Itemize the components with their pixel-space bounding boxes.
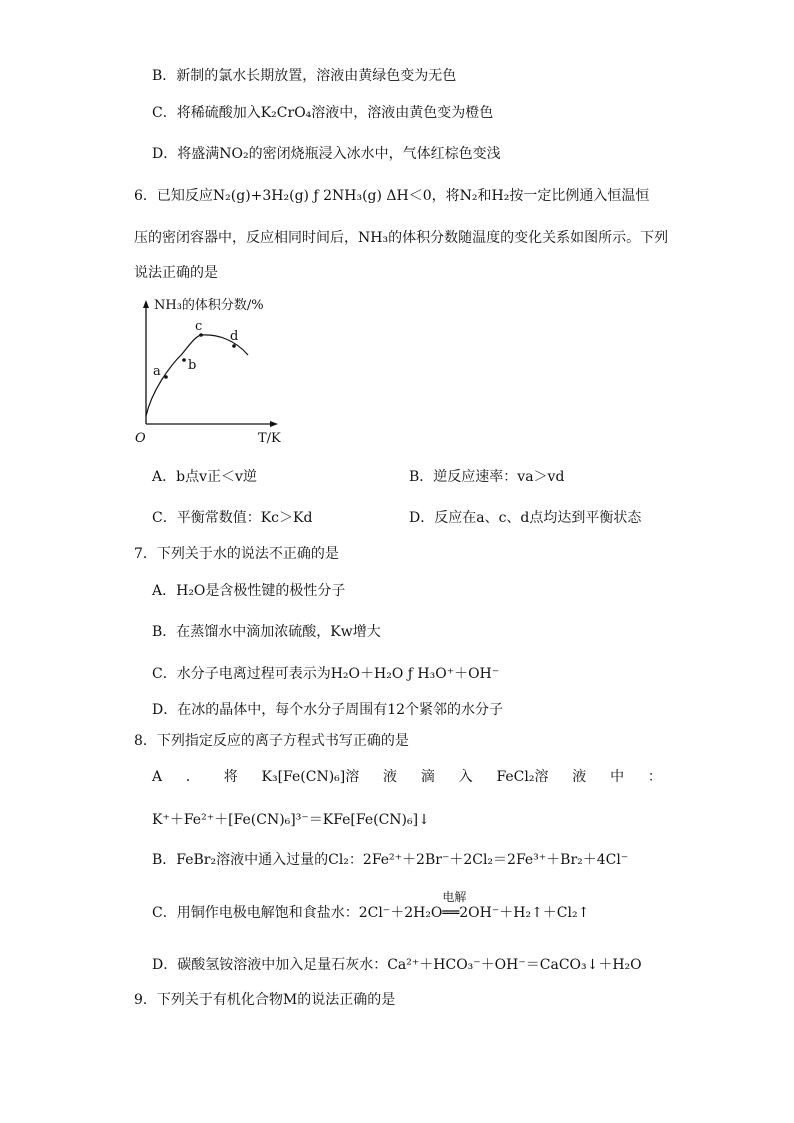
- q8-option-a-equation: K⁺＋Fe²⁺＋[Fe(CN)₆]³⁻＝KFe[Fe(CN)₆]↓: [152, 812, 430, 828]
- origin-label: O: [135, 431, 146, 446]
- q8-a-part: K₃[Fe(CN)₆]溶: [261, 769, 360, 785]
- q5-option-d-post: 的密闭烧瓶浸入冰水中，气体红棕色变浅: [248, 146, 501, 162]
- q7-stem: 7．下列关于水的说法不正确的是: [134, 546, 339, 562]
- label-c: c: [195, 319, 203, 334]
- y-axis-arrow: [143, 300, 149, 308]
- q7-option-c: C．水分子电离过程可表示为H₂O＋H₂O ƒ H₃O⁺＋OH⁻: [152, 666, 500, 682]
- q7-option-b: B．在蒸馏水中滴加浓硫酸，Kw增大: [152, 624, 381, 640]
- point-d: [232, 344, 236, 348]
- q6-stem-line1: [134, 186, 649, 206]
- q8-option-b: B．FeBr₂溶液中通入过量的Cl₂：2Fe²⁺＋2Br⁻＋2Cl₂＝2Fe³⁺＋Br₂＋4Cl⁻: [152, 852, 629, 868]
- q7-option-a: A．H₂O是含极性键的极性分子: [152, 583, 346, 599]
- y-axis-label: NH₃的体积分数/%: [154, 298, 264, 313]
- q5-option-d: [152, 144, 501, 164]
- point-b: [182, 358, 186, 362]
- label-b: b: [188, 358, 197, 373]
- nh3-volume-fraction-graph: [130, 292, 300, 452]
- q6-option-c: C．平衡常数值：Kc＞Kd: [152, 510, 313, 526]
- q5-option-c-formula: K₂CrO₄: [260, 105, 312, 121]
- electrolysis-equals: ══: [442, 905, 460, 921]
- q8-a-part: 滴: [420, 769, 435, 785]
- q8-option-c-post: 2OH⁻＋H₂↑＋Cl₂↑: [459, 905, 590, 921]
- q6-option-d: D．反应在a、c、d点均达到平衡状态: [409, 510, 642, 526]
- q8-option-a-line1: [152, 767, 662, 787]
- q8-a-part: ．: [185, 769, 200, 785]
- q6-stem-line2: 压的密闭容器中，反应相同时间后，NH₃的体积分数随温度的变化关系如图所示。下列: [134, 230, 669, 246]
- q8-a-part: FeCl₂溶: [496, 769, 549, 785]
- q7-option-d: D．在冰的晶体中，每个水分子周围有12个紧邻的水分子: [152, 702, 504, 718]
- q9-stem: 9．下列关于有机化合物M的说法正确的是: [134, 992, 396, 1008]
- label-a: a: [153, 364, 161, 379]
- q8-option-d: D．碳酸氢铵溶液中加入足量石灰水：Ca²⁺＋HCO₃⁻＋OH⁻＝CaCO₃↓＋H₂O: [152, 957, 642, 973]
- q5-option-c: [152, 103, 493, 123]
- q8-option-c-pre: C．用铜作电极电解饱和食盐水：2Cl⁻＋2H₂O: [152, 905, 443, 921]
- x-axis-label: T/K: [258, 431, 281, 446]
- electrolysis-condition: 电解: [442, 890, 467, 904]
- q5-option-b: B．新制的氯水长期放置，溶液由黄绿色变为无色: [152, 68, 457, 84]
- q8-option-c: [152, 890, 590, 923]
- q5-option-d-formula: NO₂: [219, 146, 249, 162]
- q6-option-b: B．逆反应速率：va＞vd: [409, 469, 565, 485]
- q5-option-d-pre: D．将盛满: [152, 146, 220, 162]
- q6-stem-pre: 6．已知反应: [134, 188, 213, 204]
- point-a: [164, 375, 168, 379]
- q6-stem-line3: 说法正确的是: [134, 265, 218, 281]
- q8-a-part: 入: [458, 769, 473, 785]
- q5-option-c-pre: C．将稀硫酸加入: [152, 105, 261, 121]
- label-d: d: [230, 329, 239, 344]
- q6-reaction: N₂(g)+3H₂(g) ƒ 2NH₃(g) ΔH＜0: [212, 188, 432, 204]
- q8-a-part: 将: [223, 769, 238, 785]
- q5-option-c-post: 溶液中，溶液由黄色变为橙色: [311, 105, 494, 121]
- q8-stem: 8．下列指定反应的离子方程式书写正确的是: [134, 733, 409, 749]
- x-axis-arrow: [270, 421, 278, 427]
- q6-stem-post: ，将N₂和H₂按一定比例通入恒温恒: [431, 188, 650, 204]
- q8-a-part: 液: [383, 769, 398, 785]
- electrolysis-arrow: [442, 890, 467, 923]
- q6-option-a: A．b点v正＜v逆: [152, 469, 257, 485]
- q8-a-part: A: [152, 769, 163, 785]
- q8-a-part: 液: [572, 769, 587, 785]
- q8-a-part: 中: [610, 769, 625, 785]
- q8-a-part: ：: [647, 769, 662, 785]
